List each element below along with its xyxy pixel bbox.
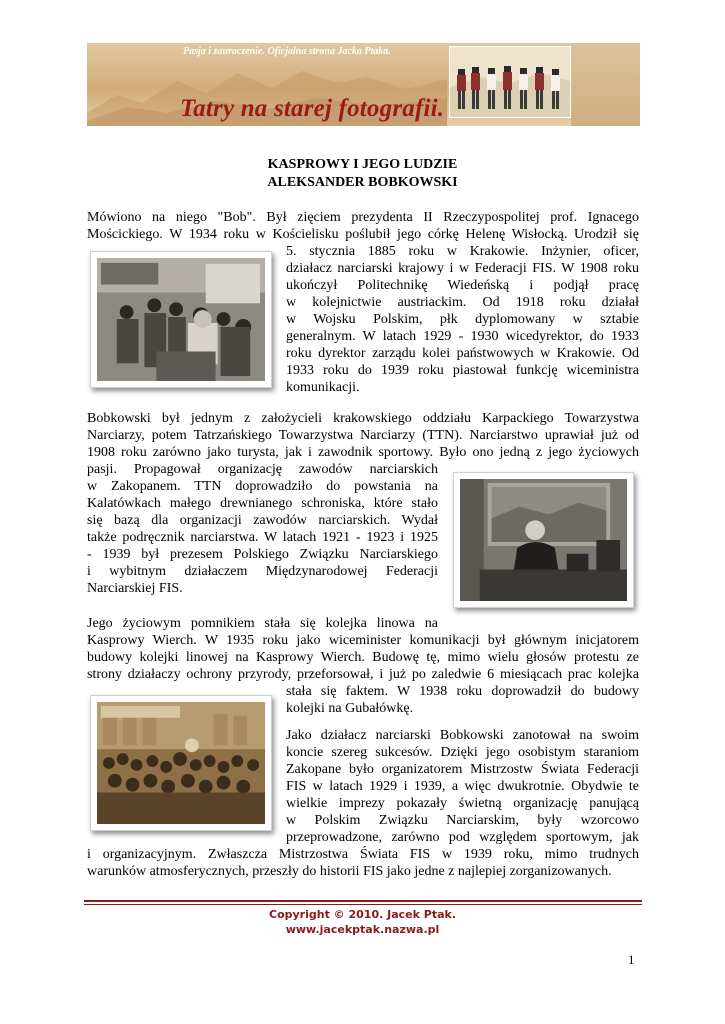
text-line: w Zakopanem. TTN doprowadziło do powstania na	[87, 479, 438, 494]
text-line: ukończył Politechnikę Wiedeńską i podjął pracę	[286, 278, 639, 293]
text-line: komunikacji.	[286, 380, 360, 395]
text-line: Kalatówkach małego drewnianego schroniska, które stało	[87, 496, 438, 511]
text-line: Jako działacz narciarski Bobkowski zanotował na swoim	[286, 728, 639, 743]
footer-rule-thin	[84, 904, 642, 905]
text-line: i organizacyjnym. Zwłaszcza Mistrzostwa Świata FIS w 1939 roku, mimo trudnych	[87, 847, 639, 862]
banner-title: Tatry na starej fotografii.	[180, 95, 445, 122]
text-line: Mościckiego. W 1934 roku w Kościelisku poślubił jego córkę Helenę Wisłocką. Urodził się	[87, 227, 639, 242]
text-line: Bobkowski był jednym z założycieli krakowskiego oddziału Karpackiego Towarzystwa	[87, 411, 639, 426]
header-banner	[87, 43, 640, 126]
text-line: - 1939 był prezesem Polskiego Związku Narciarskiego	[87, 547, 438, 562]
article-title-line1: KASPROWY I JEGO LUDZIE	[267, 157, 458, 172]
text-line: w kolejnictwie austriackim. Od 1918 roku działał	[286, 295, 639, 310]
text-line: warunków atmosferycznych, przeszły do historii FIS jako jedne z najlepiej zorganizowanych.	[87, 864, 612, 879]
footer-url[interactable]: www.jacekptak.nazwa.pl	[285, 923, 440, 936]
text-line: działacz narciarski krajowy i w Federacji FIS. W 1908 roku	[286, 261, 639, 276]
text-line: Narciarzy, potem Tatrzańskiego Towarzystwa Narciarzy (TTN). Narciarstwo uprawiał już od	[87, 428, 639, 443]
text-line: stała się faktem. W 1938 roku doprowadził do budowy	[286, 684, 639, 699]
banner-tagline: Pasja i zauroczenie. Oficjalna strona Jacka Ptaka.	[183, 46, 391, 57]
footer-rule	[84, 900, 642, 902]
text-line: Mówiono na niego "Bob". Był zięciem prezydenta II Rzeczypospolitej prof. Ignacego	[87, 210, 639, 225]
text-line: w Polskim Związku Narciarskim, były wzorcowo	[286, 813, 639, 828]
photo-crowd-ceremony	[90, 695, 272, 831]
paragraph-3-wrap-2	[286, 683, 639, 717]
paragraph-3-full	[87, 632, 639, 683]
text-line: się bazą dla organizacji zawodów narciarskich. Wydał	[87, 513, 438, 528]
text-line: strony działaczy ochrony przyrody, przeforsował, i już po zaledwie 6 miesiącach prac kolejka	[87, 667, 639, 682]
text-line: 1908 roku zarówno jako turysta, jak i zawodnik sportowy. Było ono jedną z jego życiowych	[87, 445, 639, 460]
paragraph-1-full	[87, 209, 639, 243]
highlanders-illustration	[449, 46, 571, 118]
text-line: pasji. Propagował organizację zawodów narciarskich	[87, 462, 438, 477]
paragraph-2-wrap	[87, 461, 438, 597]
text-line: Narciarskiej FIS.	[87, 581, 183, 596]
text-line: roku dyrektor zarządu kolei państwowych w Krakowie. Od	[286, 346, 639, 361]
text-line: kolejki na Gubałówkę.	[286, 701, 414, 716]
text-line: wielkie imprezy pokazały świetną organizację panującą	[286, 796, 639, 811]
text-line: także podręcznik narciarstwa. W latach 1921 - 1923 i 1925	[87, 530, 438, 545]
article-title-line2: ALEKSANDER BOBKOWSKI	[267, 175, 458, 190]
paragraph-1-wrap	[286, 243, 639, 396]
text-line: przeprowadzone, zarówno pod względem sportowym, jak	[286, 830, 639, 845]
text-line: 1933 roku do 1939 roku piastował funkcję wiceministra	[286, 363, 639, 378]
footer-copyright: Copyright © 2010. Jacek Ptak.	[269, 908, 456, 921]
text-line: Kasprowy Wierch. W 1935 roku jako wiceminister komunikacji był głównym inicjatorem	[87, 633, 639, 648]
text-line: Zakopane było organizatorem Mistrzostw Świata Federacji	[286, 762, 639, 777]
paragraph-4-wrap	[286, 727, 639, 846]
paragraph-4-full	[87, 846, 639, 880]
photo-railway-carriage	[90, 251, 272, 388]
text-line: i wybitnym działaczem Międzynarodowej Federacji	[87, 564, 438, 579]
photo-minister-desk	[453, 472, 634, 608]
text-line: generalnym. W latach 1929 - 1930 wicedyrektor, do 1933	[286, 329, 639, 344]
page-number: 1	[628, 952, 635, 967]
paragraph-2-full	[87, 410, 639, 461]
text-line: w Wojsku Polskim, płk dyplomowany w sztabie	[286, 312, 639, 327]
paragraph-3-wrap	[87, 615, 438, 632]
text-line: Jego życiowym pomnikiem stała się kolejka linowa na	[87, 616, 438, 631]
text-line: budowy kolejki linowej na Kasprowy Wierch. Budowę tę, mimo wielu głosów protestu ze	[87, 650, 639, 665]
text-line: 5. stycznia 1885 roku w Krakowie. Inżynier, oficer,	[286, 244, 639, 259]
banner-right-strip	[571, 43, 640, 126]
text-line: FIS w latach 1929 i 1939, a więc dwukrotnie. Obydwie te	[286, 779, 639, 794]
text-line: koncie szereg sukcesów. Dzięki jego osobistym staraniom	[286, 745, 639, 760]
